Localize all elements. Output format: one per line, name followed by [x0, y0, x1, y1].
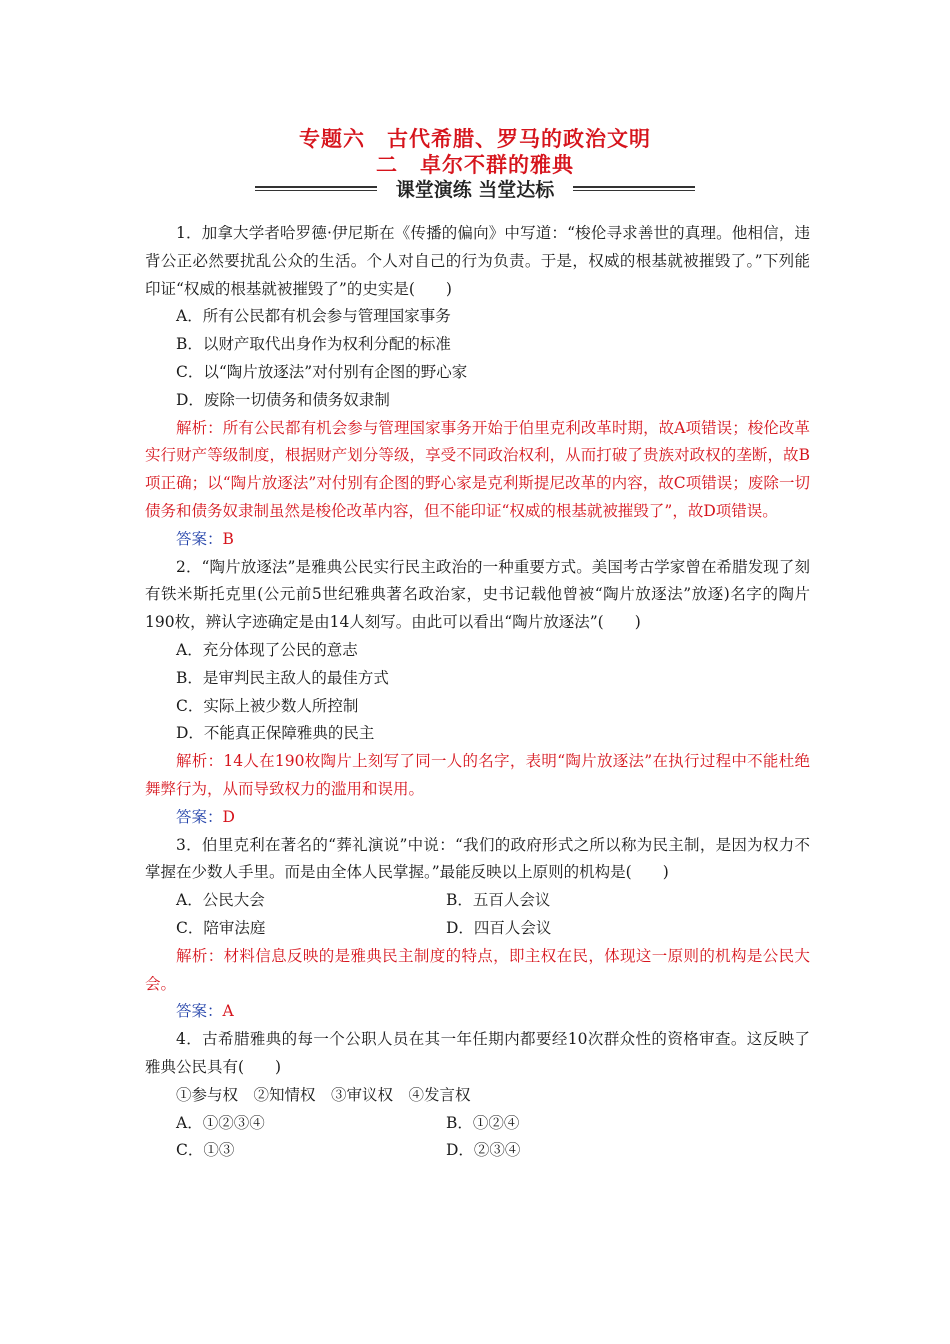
- answer-value: A: [222, 1002, 234, 1021]
- question-4-options-row-1: [145, 1110, 810, 1138]
- question-3-option-a: A．公民大会: [176, 891, 265, 910]
- question-3-options-row-1: [145, 887, 810, 915]
- question-3-option-c: C．陪审法庭: [176, 918, 266, 937]
- analysis-label: 解析：: [176, 752, 224, 771]
- answer-value: D: [222, 807, 235, 826]
- question-1-stem: 1．加拿大学者哈罗德·伊尼斯在《传播的偏向》中写道：“梭伦寻求善世的真理。他相信，违背公正必然要扰乱公众的生活。个人对自己的行为负责。于是，权威的根基就被摧毁了。”下列能印证“权威的根基就被摧毁了”的史实是( ): [145, 224, 810, 298]
- question-4-option-d: D．②③④: [446, 1141, 521, 1160]
- subtitle: 课堂演练 当堂达标: [395, 179, 555, 201]
- question-3-stem: 3．伯里克利在著名的“葬礼演说”中说：“我们的政府形式之所以称为民主制，是因为权力不掌握在少数人手里。而是由全体人民掌握。”最能反映以上原则的机构是( ): [145, 835, 810, 882]
- question-4-stem: 4．古希腊雅典的每一个公职人员在其一年任期内都要经10次群众性的资格审查。这反映了雅典公民具有( ): [145, 1030, 810, 1076]
- analysis-text: 材料信息反映的是雅典民主制度的特点，即主权在民，体现这一原则的机构是公民大会。: [145, 946, 810, 993]
- analysis-label: 解析：: [176, 946, 224, 965]
- question-3-answer: [145, 998, 810, 1026]
- divider-right: [573, 186, 695, 191]
- question-3-options-row-2: [145, 915, 810, 943]
- question-2-option-a: A．充分体现了公民的意志: [176, 640, 358, 659]
- question-2-analysis: [145, 748, 810, 804]
- analysis-text: 14人在190枚陶片上刻写了同一人的名字，表明“陶片放逐法”在执行过程中不能杜绝舞弊行为，从而导致权力的滥用和误用。: [145, 752, 810, 798]
- question-4-items: ①参与权 ②知情权 ③审议权 ④发言权: [176, 1085, 471, 1104]
- section-title: 二 卓尔不群的雅典: [376, 152, 574, 177]
- question-1-option-a: A．所有公民都有机会参与管理国家事务: [176, 307, 451, 326]
- question-4-option-c: C．①③: [176, 1141, 235, 1160]
- answer-label: 答案：: [176, 529, 223, 548]
- question-2-option-b: B．是审判民主敌人的最佳方式: [176, 668, 389, 687]
- question-3-option-b: B．五百人会议: [446, 891, 551, 910]
- subtitle-banner: [255, 175, 695, 199]
- question-4-options-row-2: [145, 1137, 810, 1165]
- question-2-option-d: D．不能真正保障雅典的民主: [176, 724, 375, 743]
- question-1-option-d: D．废除一切债务和债务奴隶制: [176, 390, 390, 409]
- question-4-option-b: B．①②④: [446, 1113, 520, 1132]
- question-1-answer: [145, 526, 810, 554]
- question-2-stem: 2．“陶片放逐法”是雅典公民实行民主政治的一种重要方式。美国考古学家曾在希腊发现了刻有铁米斯托克里(公元前5世纪雅典著名政治家，史书记载他曾被“陶片放逐法”放逐)名字的陶片190枚，辨认字迹确定是由14人刻写。由此可以看出“陶片放逐法”( ): [145, 557, 810, 632]
- question-2-answer: [145, 804, 810, 832]
- answer-value: B: [222, 529, 234, 548]
- answer-label: 答案：: [176, 807, 223, 826]
- question-3-analysis: [145, 943, 810, 999]
- question-3-option-d: D．四百人会议: [446, 918, 552, 937]
- answer-label: 答案：: [176, 1002, 223, 1021]
- question-list: [145, 220, 810, 1165]
- question-1-option-c: C．以“陶片放逐法”对付别有企图的野心家: [176, 362, 468, 381]
- page-title: 专题六 古代希腊、罗马的政治文明: [299, 126, 651, 151]
- analysis-label: 解析：: [176, 418, 223, 437]
- question-1-option-b: B．以财产取代出身作为权利分配的标准: [176, 335, 451, 354]
- question-1-analysis: [145, 415, 810, 526]
- question-4-option-a: A．①②③④: [176, 1113, 265, 1132]
- analysis-text: 所有公民都有机会参与管理国家事务开始于伯里克利改革时期，故A项错误；梭伦改革实行财产等级制度，根据财产划分等级，享受不同政治权利，从而打破了贵族对政权的垄断，故B项正确；以“陶片放逐法”对付别有企图的野心家是克利斯提尼改革的内容，故C项错误；废除一切债务和债务奴隶制虽然是梭伦改革内容，但不能印证“权威的根基就被摧毁了”，故D项错误。: [145, 418, 810, 520]
- question-2-option-c: C．实际上被少数人所控制: [176, 696, 359, 715]
